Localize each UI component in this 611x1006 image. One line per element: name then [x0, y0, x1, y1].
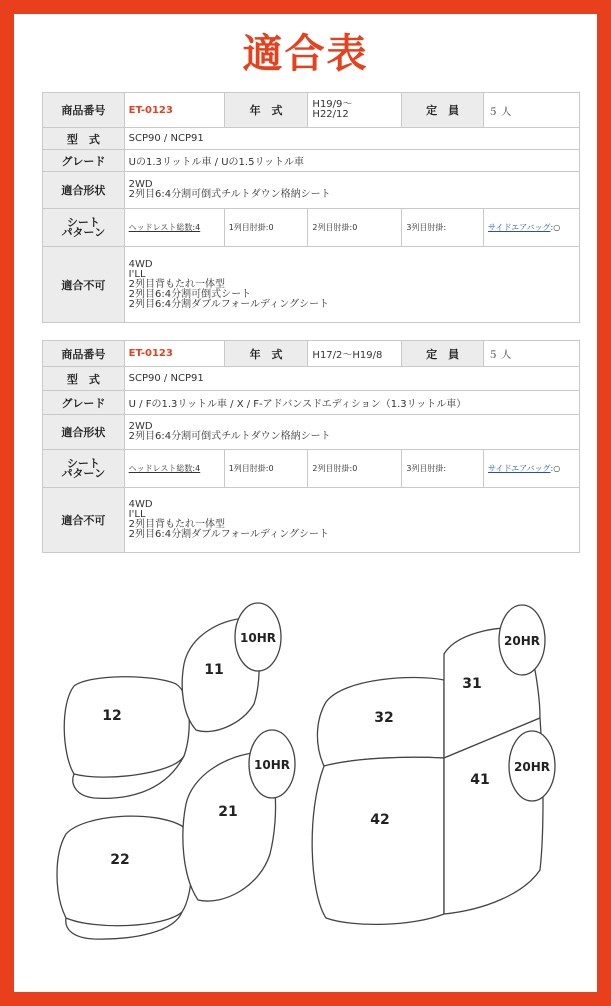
grade-value: Uの1.3リットル車 / Uの1.5リットル車	[124, 150, 579, 172]
unfit-label: 適合不可	[43, 488, 125, 553]
model-label: 型 式	[43, 128, 125, 150]
product-no: ET-0123	[124, 341, 224, 367]
row2-armrest: 2列目肘掛:0	[308, 209, 402, 247]
capacity-label: 定 員	[402, 341, 484, 367]
unfit-line: I'LL	[128, 268, 146, 280]
year-value: H17/2～H19/8	[308, 341, 402, 367]
seat-42	[312, 757, 444, 924]
headrest-count: ヘッドレスト総数:4	[124, 209, 224, 247]
model-value: SCP90 / NCP91	[124, 128, 579, 150]
headrest-label: 10HR	[240, 631, 276, 645]
shape-label: 適合形状	[43, 172, 125, 209]
unfit-line: 2列目6:4分割ダブルフォールディングシート	[128, 298, 330, 310]
pattern-label-line: パターン	[61, 225, 106, 239]
unfit-line: 2列目6:4分割可倒式シート	[128, 288, 252, 300]
unfit-line: 2列目6:4分割ダブルフォールディングシート	[128, 529, 330, 540]
product-no-label: 商品番号	[43, 341, 125, 367]
row1-armrest: 1列目肘掛:0	[224, 209, 308, 247]
capacity-value: ５ 人	[484, 93, 580, 128]
unfit-line: 2列目背もたれ一体型	[128, 278, 226, 290]
airbag-value: :○	[550, 223, 561, 232]
shape-line: 2WD	[128, 421, 153, 432]
model-value: SCP90 / NCP91	[124, 367, 579, 391]
headrest-label: 20HR	[504, 634, 540, 648]
page-frame	[14, 14, 597, 992]
unfit-line: 2列目背もたれ一体型	[128, 519, 226, 530]
capacity-value: ５ 人	[484, 341, 580, 367]
year-line: H22/12	[312, 109, 349, 120]
airbag-link[interactable]: サイドエアバッグ	[488, 464, 551, 473]
headrest-label: 10HR	[254, 758, 290, 772]
page-title: 適合表	[242, 31, 369, 77]
product-no-label: 商品番号	[43, 93, 125, 128]
seat-label: 22	[110, 852, 130, 868]
seat-label: 12	[102, 708, 122, 724]
headrest-label: 20HR	[514, 760, 550, 774]
row1-armrest: 1列目肘掛:0	[224, 450, 308, 488]
model-label: 型 式	[43, 367, 125, 391]
shape-line: 2列目6:4分割可倒式チルトダウン格納シート	[128, 189, 331, 200]
airbag-link[interactable]: サイドエアバッグ	[488, 223, 551, 232]
unfit-label: 適合不可	[43, 247, 125, 323]
year-line: H19/9～	[312, 99, 353, 110]
row3-armrest: 3列目肘掛:	[402, 209, 484, 247]
row3-armrest: 3列目肘掛:	[402, 450, 484, 488]
pattern-label-line: シート	[66, 456, 100, 470]
row2-armrest: 2列目肘掛:0	[308, 450, 402, 488]
shape-label: 適合形状	[43, 415, 125, 450]
year-label: 年 式	[224, 93, 308, 128]
grade-label: グレード	[43, 150, 125, 172]
seat-12	[64, 677, 189, 777]
headrest-count: ヘッドレスト総数:4	[124, 450, 224, 488]
product-no: ET-0123	[124, 93, 224, 128]
shape-line: 2WD	[128, 179, 153, 190]
airbag-value: :○	[550, 464, 561, 473]
shape-line: 2列目6:4分割可倒式チルトダウン格納シート	[128, 431, 331, 442]
seat-label: 31	[462, 676, 482, 692]
capacity-label: 定 員	[402, 93, 484, 128]
seat-label: 42	[370, 812, 390, 828]
seat-label: 11	[204, 662, 224, 678]
unfit-line: I'LL	[128, 509, 146, 520]
pattern-label-line: パターン	[61, 466, 106, 480]
unfit-line: 4WD	[128, 499, 153, 510]
grade-label: グレード	[43, 391, 125, 415]
pattern-label-line: シート	[66, 215, 100, 229]
year-label: 年 式	[224, 341, 308, 367]
seat-label: 21	[218, 804, 238, 820]
seat-label: 32	[374, 710, 394, 726]
grade-value: U / Fの1.3リットル車 / X / F-アドバンスドエディション（1.3リットル車）	[124, 391, 579, 415]
unfit-line: 4WD	[128, 258, 153, 270]
seat-diagram	[14, 14, 597, 992]
seat-22	[57, 816, 192, 926]
seat-label: 41	[470, 772, 490, 788]
